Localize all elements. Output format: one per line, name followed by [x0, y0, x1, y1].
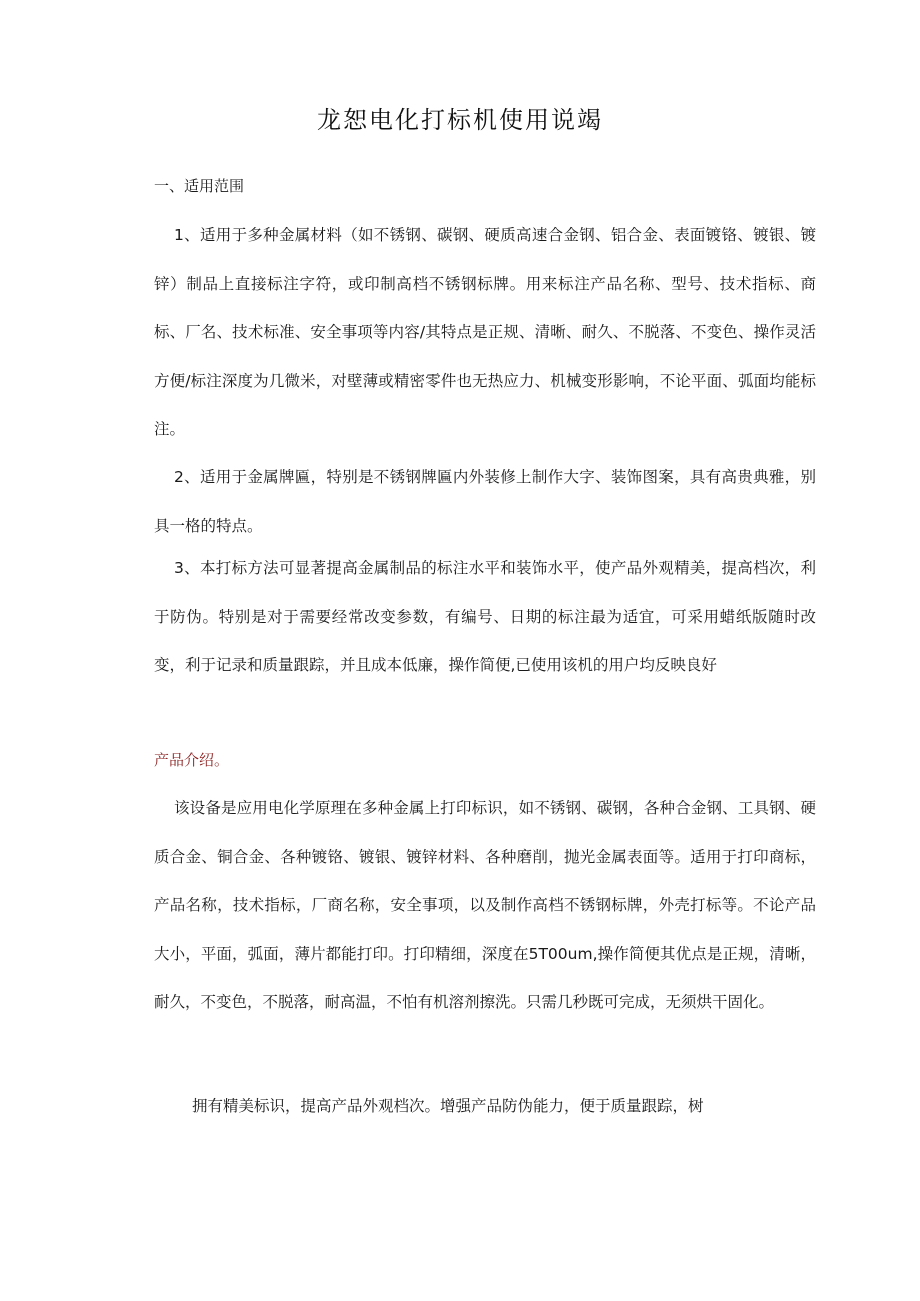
scope-item-1: 1、适用于多种金属材料（如不锈钢、碳钢、硬质高速合金钢、铝合金、表面镀铬、镀银、镀锌）制品上直接标注字符，或印制高档不锈钢标牌。用来标注产品名称、型号、技术指标、商标、厂名、技术标准、安全事项等内容/其特点是正规、清晰、耐久、不脱落、不变色、操作灵活方便/标注深度为几微米，对壁薄或精密零件也无热应力、机械变形影响，不论平面、弧面均能标注。	[154, 226, 816, 438]
scope-item-2: 2、适用于金属牌匾，特别是不锈钢牌匾内外装修上制作大字、装饰图案，具有高贵典雅，别具一格的特点。	[154, 468, 816, 535]
section-heading-scope: 一、适用范围	[154, 177, 245, 195]
closing-paragraph: 拥有精美标识，提高产品外观档次。增强产品防伪能力，便于质量跟踪，树	[192, 1097, 704, 1115]
document-title: 龙恕电化打标机使用说竭	[317, 106, 603, 134]
scope-item-3: 3、本打标方法可显著提高金属制品的标注水平和装饰水平，使产品外观精美，提高档次，利于防伪。特别是对于需要经常改变参数，有编号、日期的标注最为适宜，可采用蜡纸版随时改变，利于记录和质量跟踪，并且成本低廉，操作简便,已使用该机的用户均反映良好	[154, 559, 816, 674]
product-intro-paragraph: 该设备是应用电化学原理在多种金属上打印标识，如不锈钢、碳钢，各种合金钢、工具钢、硬质合金、铜合金、各种镀铬、镀银、镀锌材料、各种磨削，抛光金属表面等。适用于打印商标，产品名称，技术指标，厂商名称，安全事项，以及制作高档不锈钢标牌，外壳打标等。不论产品大小，平面，弧面，薄片都能打印。打印精细，深度在5T00um,操作简便其优点是正规，清晰，耐久，不变色，不脱落，耐高温，不怕有机溶剂擦洗。只需几秒既可完成，无须烘干固化。	[154, 799, 816, 1011]
section-heading-product-intro: 产品介绍。	[154, 751, 230, 769]
